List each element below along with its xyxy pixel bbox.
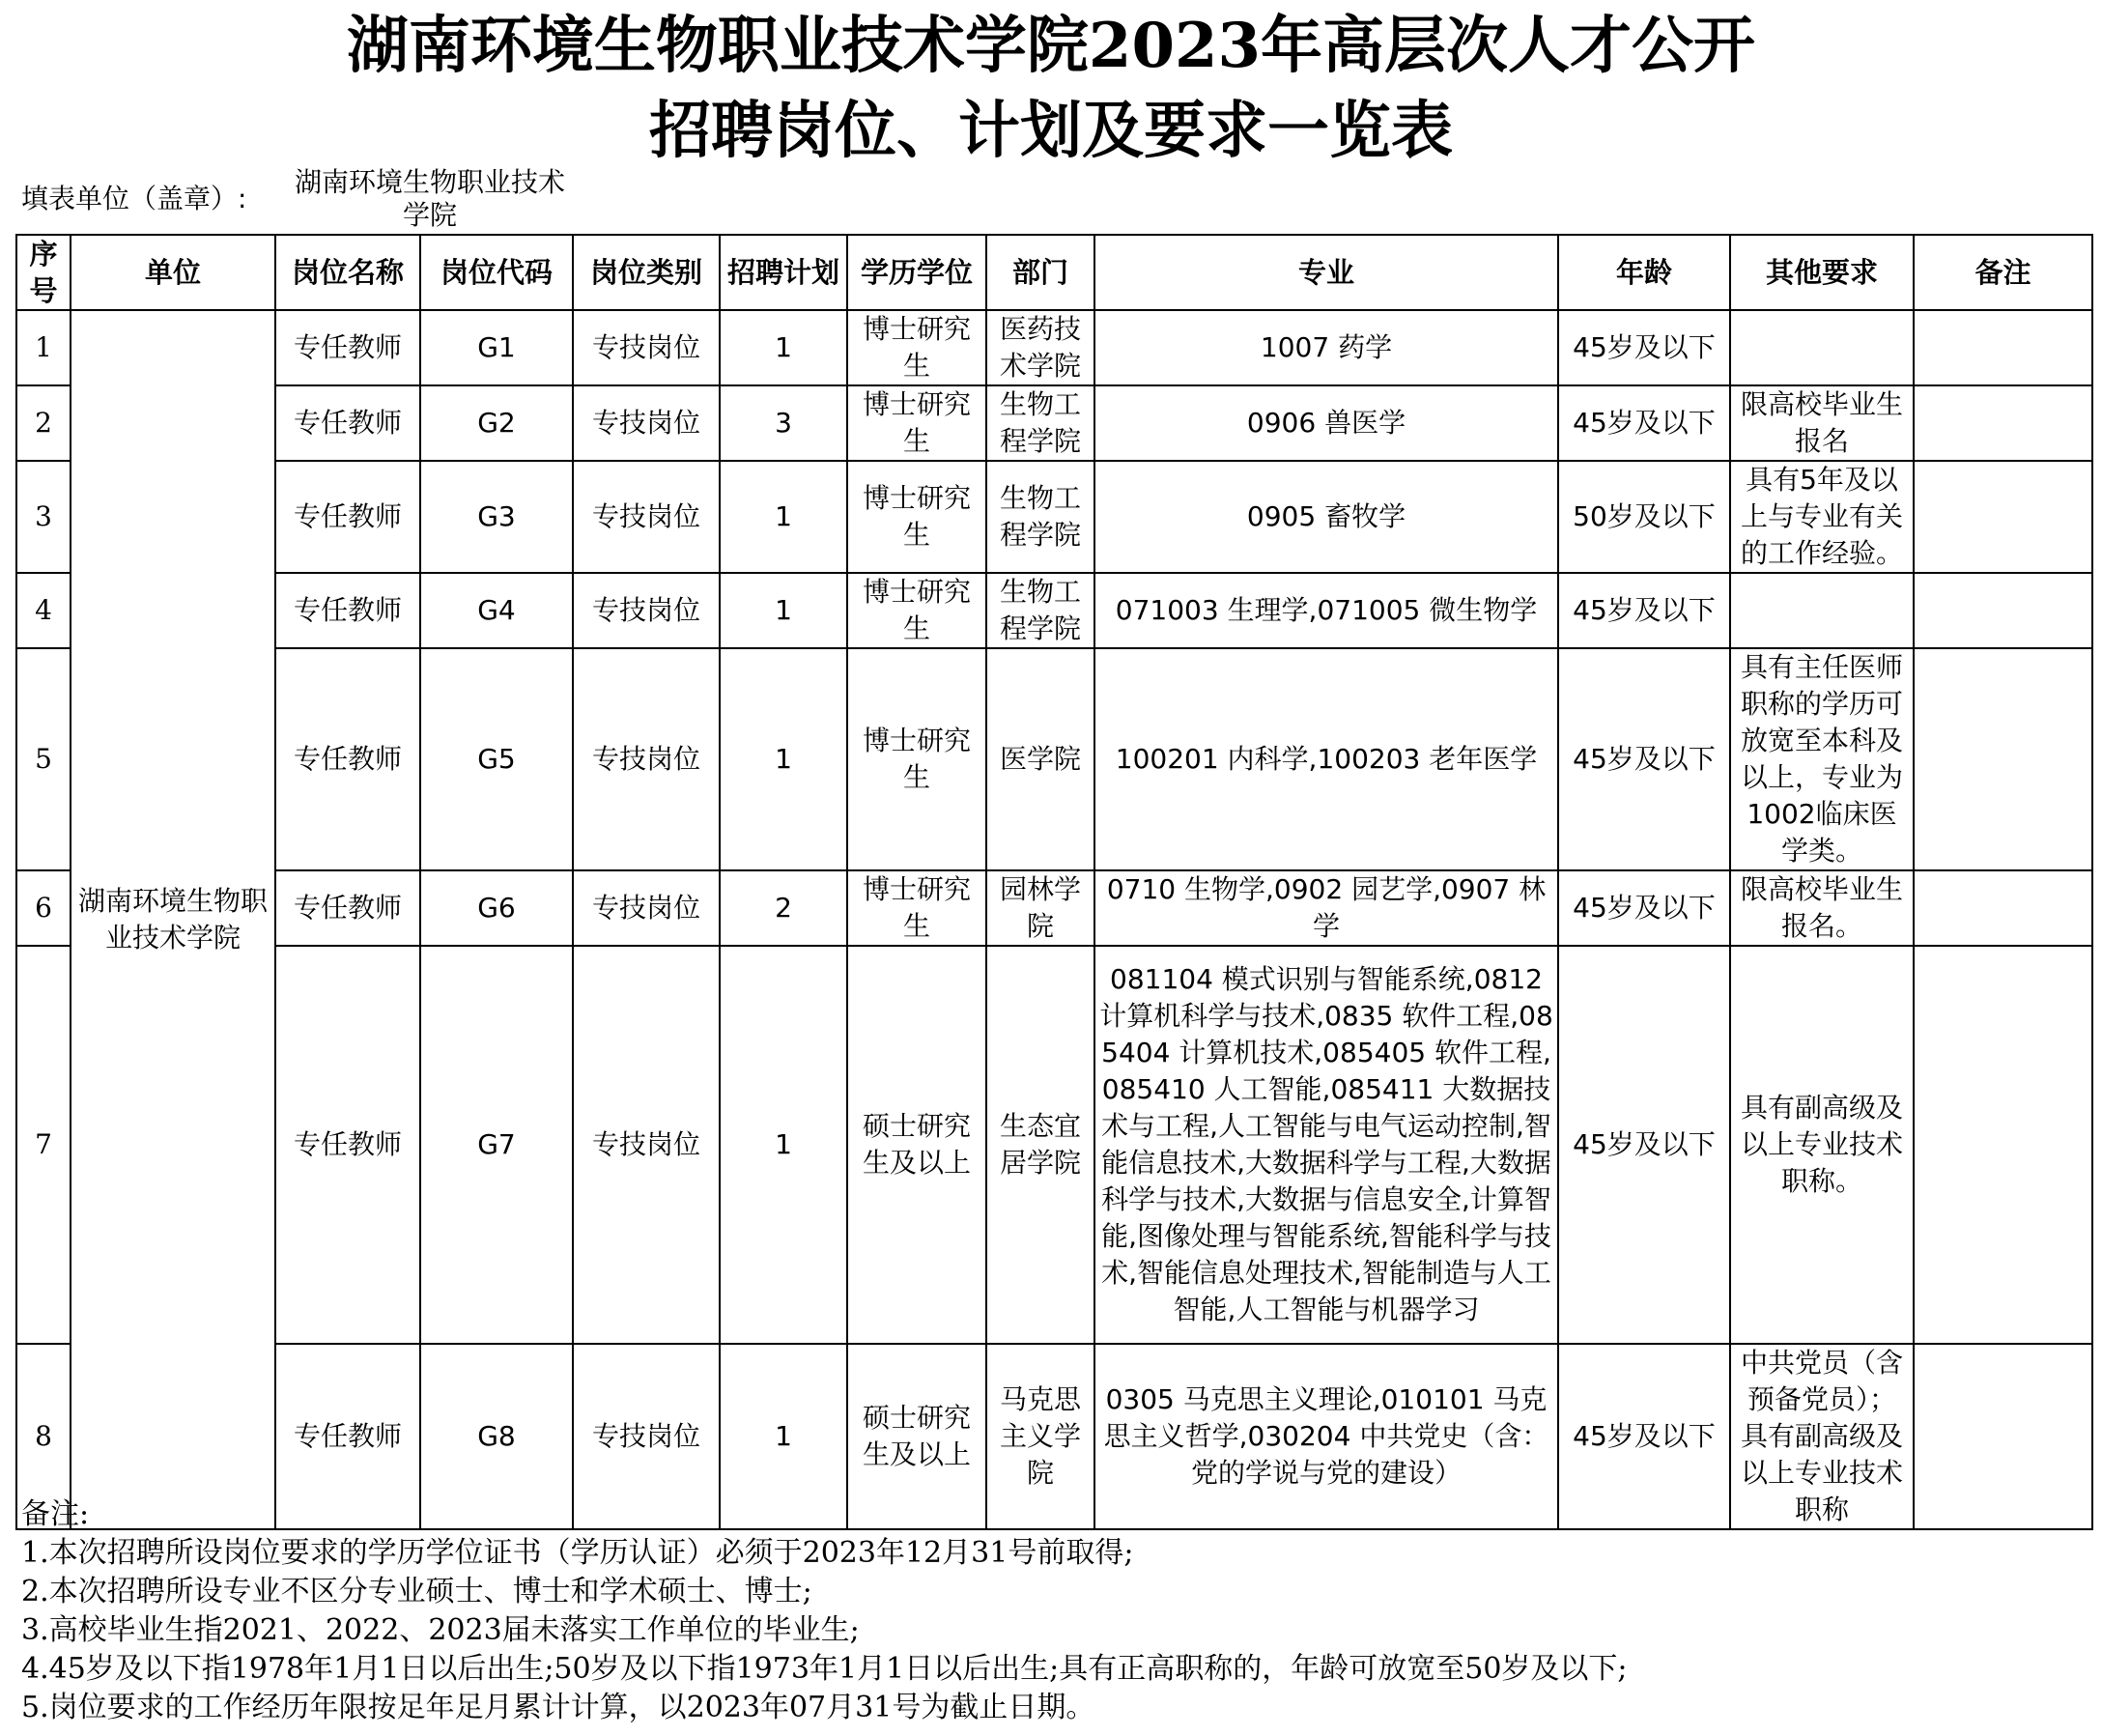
cell-other: 具有副高级及以上专业技术职称。: [1730, 946, 1914, 1344]
cell-remark: [1914, 1344, 2092, 1529]
positions-table: [15, 234, 2093, 1530]
cell-plan: 1: [720, 310, 847, 385]
cell-other: [1730, 310, 1914, 385]
cell-unit: 湖南环境生物职业技术学院: [71, 310, 275, 1529]
cell-other: 限高校毕业生报名。: [1730, 870, 1914, 946]
cell-dept: 生态宜居学院: [986, 946, 1094, 1344]
notes-block: [21, 1495, 1628, 1727]
cell-plan: 3: [720, 385, 847, 461]
cell-code: G8: [420, 1344, 573, 1529]
cell-degree: 博士研究生: [847, 385, 986, 461]
cell-other: 限高校毕业生报名: [1730, 385, 1914, 461]
fill-unit-value: 湖南环境生物职业技术学院: [294, 166, 565, 231]
cell-plan: 1: [720, 461, 847, 573]
cell-title: 专任教师: [275, 461, 420, 573]
note-item: 2.本次招聘所设专业不区分专业硕士、博士和学术硕士、博士;: [21, 1575, 812, 1608]
cell-code: G1: [420, 310, 573, 385]
note-item: 4.45岁及以下指1978年1月1日以后出生;50岁及以下指1973年1月1日以后出生;具有正高职称的，年龄可放宽至50岁及以下;: [21, 1652, 1628, 1686]
table-row: [16, 385, 2092, 461]
fill-unit-label: 填表单位（盖章）:: [21, 183, 247, 214]
cell-category: 专技岗位: [573, 461, 720, 573]
cell-degree: 博士研究生: [847, 870, 986, 946]
header-age: 年龄: [1558, 235, 1730, 310]
cell-seq: 7: [16, 946, 71, 1344]
table-row: [16, 461, 2092, 573]
table-row: [16, 310, 2092, 385]
cell-title: 专任教师: [275, 385, 420, 461]
cell-dept: 马克思主义学院: [986, 1344, 1094, 1529]
cell-dept: 医药技术学院: [986, 310, 1094, 385]
cell-plan: 2: [720, 870, 847, 946]
header-seq: 序号: [16, 235, 71, 310]
cell-category: 专技岗位: [573, 870, 720, 946]
cell-age: 45岁及以下: [1558, 946, 1730, 1344]
cell-major: 071003 生理学,071005 微生物学: [1094, 573, 1558, 648]
cell-major: 0305 马克思主义理论,010101 马克思主义哲学,030204 中共党史（含：党的学说与党的建设）: [1094, 1344, 1558, 1529]
header-unit: 单位: [71, 235, 275, 310]
cell-major: 0710 生物学,0902 园艺学,0907 林学: [1094, 870, 1558, 946]
cell-major: 0905 畜牧学: [1094, 461, 1558, 573]
cell-category: 专技岗位: [573, 310, 720, 385]
cell-plan: 1: [720, 946, 847, 1344]
cell-code: G4: [420, 573, 573, 648]
cell-code: G5: [420, 648, 573, 870]
table-row: [16, 870, 2092, 946]
cell-seq: 6: [16, 870, 71, 946]
cell-dept: 生物工程学院: [986, 573, 1094, 648]
cell-age: 45岁及以下: [1558, 310, 1730, 385]
cell-degree: 硕士研究生及以上: [847, 946, 986, 1344]
cell-age: 45岁及以下: [1558, 648, 1730, 870]
header-dept: 部门: [986, 235, 1094, 310]
cell-dept: 生物工程学院: [986, 385, 1094, 461]
header-category: 岗位类别: [573, 235, 720, 310]
header-plan: 招聘计划: [720, 235, 847, 310]
table-header-row: [16, 235, 2092, 310]
cell-remark: [1914, 461, 2092, 573]
cell-major: 0906 兽医学: [1094, 385, 1558, 461]
cell-title: 专任教师: [275, 648, 420, 870]
cell-degree: 博士研究生: [847, 461, 986, 573]
cell-remark: [1914, 310, 2092, 385]
cell-seq: 4: [16, 573, 71, 648]
cell-seq: 1: [16, 310, 71, 385]
cell-other: 具有5年及以上与专业有关的工作经验。: [1730, 461, 1914, 573]
cell-title: 专任教师: [275, 310, 420, 385]
cell-plan: 1: [720, 573, 847, 648]
cell-category: 专技岗位: [573, 946, 720, 1344]
cell-age: 45岁及以下: [1558, 385, 1730, 461]
cell-dept: 医学院: [986, 648, 1094, 870]
cell-age: 45岁及以下: [1558, 870, 1730, 946]
cell-degree: 硕士研究生及以上: [847, 1344, 986, 1529]
table-row: [16, 648, 2092, 870]
cell-category: 专技岗位: [573, 648, 720, 870]
header-remark: 备注: [1914, 235, 2092, 310]
cell-degree: 博士研究生: [847, 648, 986, 870]
cell-remark: [1914, 648, 2092, 870]
cell-code: G2: [420, 385, 573, 461]
cell-seq: 8: [16, 1344, 71, 1529]
cell-title: 专任教师: [275, 946, 420, 1344]
cell-major: 1007 药学: [1094, 310, 1558, 385]
cell-degree: 博士研究生: [847, 573, 986, 648]
note-item: 3.高校毕业生指2021、2022、2023届未落实工作单位的毕业生;: [21, 1613, 860, 1647]
table-row: [16, 946, 2092, 1344]
cell-category: 专技岗位: [573, 573, 720, 648]
header-other: 其他要求: [1730, 235, 1914, 310]
cell-age: 45岁及以下: [1558, 573, 1730, 648]
cell-title: 专任教师: [275, 870, 420, 946]
cell-plan: 1: [720, 1344, 847, 1529]
cell-seq: 2: [16, 385, 71, 461]
cell-dept: 园林学院: [986, 870, 1094, 946]
cell-major: 100201 内科学,100203 老年医学: [1094, 648, 1558, 870]
cell-other: 具有主任医师职称的学历可放宽至本科及以上，专业为1002临床医学类。: [1730, 648, 1914, 870]
note-item: 5.岗位要求的工作经历年限按足年足月累计计算，以2023年07月31号为截止日期。: [21, 1691, 1095, 1724]
cell-dept: 生物工程学院: [986, 461, 1094, 573]
cell-title: 专任教师: [275, 573, 420, 648]
cell-seq: 5: [16, 648, 71, 870]
header-title: 岗位名称: [275, 235, 420, 310]
cell-degree: 博士研究生: [847, 310, 986, 385]
cell-remark: [1914, 385, 2092, 461]
table-row: [16, 573, 2092, 648]
page-title-line2: 招聘岗位、计划及要求一览表: [649, 95, 1453, 167]
cell-age: 45岁及以下: [1558, 1344, 1730, 1529]
cell-remark: [1914, 870, 2092, 946]
cell-other: [1730, 573, 1914, 648]
cell-code: G6: [420, 870, 573, 946]
cell-category: 专技岗位: [573, 385, 720, 461]
cell-other: 中共党员（含预备党员）；具有副高级及以上专业技术职称: [1730, 1344, 1914, 1529]
cell-remark: [1914, 573, 2092, 648]
header-degree: 学历学位: [847, 235, 986, 310]
cell-category: 专技岗位: [573, 1344, 720, 1529]
header-code: 岗位代码: [420, 235, 573, 310]
cell-major: 081104 模式识别与智能系统,0812 计算机科学与技术,0835 软件工程,085404 计算机技术,085405 软件工程,085410 人工智能,085411 大数据技术与工程,人工智能与电气运动控制,智能信息技术,大数据科学与工程,大数据科学与技术,大数据与信息安全,计算智能,图像处理与智能系统,智能科学与技术,智能信息处理技术,智能制造与人工智能,人工智能与机器学习: [1094, 946, 1558, 1344]
cell-code: G3: [420, 461, 573, 573]
header-major: 专业: [1094, 235, 1558, 310]
cell-age: 50岁及以下: [1558, 461, 1730, 573]
page-title-line1: 湖南环境生物职业技术学院2023年高层次人才公开: [346, 10, 1756, 82]
cell-title: 专任教师: [275, 1344, 420, 1529]
cell-remark: [1914, 946, 2092, 1344]
cell-seq: 3: [16, 461, 71, 573]
cell-code: G7: [420, 946, 573, 1344]
cell-plan: 1: [720, 648, 847, 870]
note-item: 1.本次招聘所设岗位要求的学历学位证书（学历认证）必须于2023年12月31号前取得;: [21, 1536, 1134, 1570]
notes-heading: 备注:: [21, 1497, 90, 1531]
